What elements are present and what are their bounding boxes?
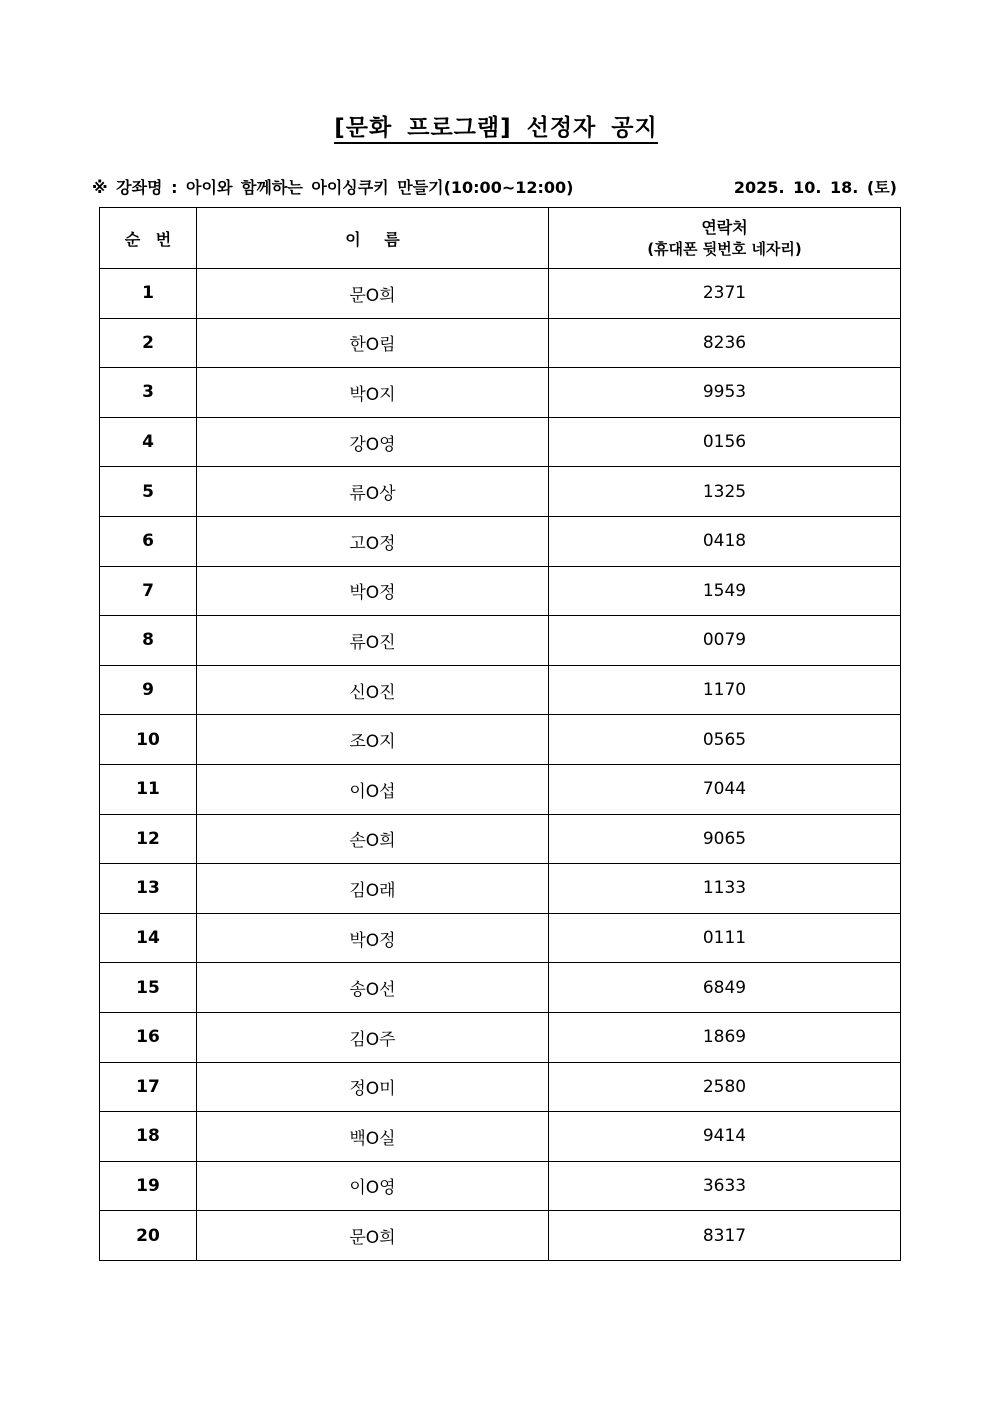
selected-participants-table bbox=[99, 207, 901, 1261]
row-name: 정O미 bbox=[197, 1062, 549, 1112]
row-seq: 17 bbox=[100, 1062, 197, 1112]
row-seq: 14 bbox=[100, 913, 197, 963]
row-seq: 7 bbox=[100, 566, 197, 616]
row-name: 류O진 bbox=[197, 616, 549, 666]
row-seq: 19 bbox=[100, 1161, 197, 1211]
table-row bbox=[100, 616, 901, 666]
table-row bbox=[100, 566, 901, 616]
row-name: 강O영 bbox=[197, 417, 549, 467]
row-seq: 8 bbox=[100, 616, 197, 666]
row-contact: 0111 bbox=[549, 913, 901, 963]
row-contact: 7044 bbox=[549, 764, 901, 814]
table-row bbox=[100, 1161, 901, 1211]
row-contact: 9065 bbox=[549, 814, 901, 864]
table-row bbox=[100, 417, 901, 467]
row-seq: 16 bbox=[100, 1012, 197, 1062]
row-contact: 1325 bbox=[549, 467, 901, 517]
row-contact: 1170 bbox=[549, 665, 901, 715]
row-seq: 20 bbox=[100, 1211, 197, 1261]
row-name: 류O상 bbox=[197, 467, 549, 517]
table-row bbox=[100, 963, 901, 1013]
row-contact: 0079 bbox=[549, 616, 901, 666]
row-name: 백O실 bbox=[197, 1112, 549, 1162]
course-name: ※ 강좌명 : 아이와 함께하는 아이싱쿠키 만들기(10:00~12:00) bbox=[92, 178, 574, 197]
table-row bbox=[100, 764, 901, 814]
table-row bbox=[100, 368, 901, 418]
row-name: 박O지 bbox=[197, 368, 549, 418]
table-row bbox=[100, 665, 901, 715]
header-seq: 순 번 bbox=[100, 208, 197, 269]
row-contact: 0156 bbox=[549, 417, 901, 467]
table-row bbox=[100, 1211, 901, 1261]
row-contact: 8236 bbox=[549, 318, 901, 368]
row-contact: 2580 bbox=[549, 1062, 901, 1112]
row-name: 조O지 bbox=[197, 715, 549, 765]
row-contact: 6849 bbox=[549, 963, 901, 1013]
row-contact: 2371 bbox=[549, 269, 901, 319]
row-name: 문O희 bbox=[197, 269, 549, 319]
event-date: 2025. 10. 18. (토) bbox=[733, 178, 897, 197]
row-contact: 0565 bbox=[549, 715, 901, 765]
table-body bbox=[100, 269, 901, 1261]
row-seq: 5 bbox=[100, 467, 197, 517]
table-row bbox=[100, 715, 901, 765]
row-contact: 9414 bbox=[549, 1112, 901, 1162]
table-row bbox=[100, 1012, 901, 1062]
row-seq: 13 bbox=[100, 864, 197, 914]
subheader bbox=[92, 176, 900, 200]
row-seq: 3 bbox=[100, 368, 197, 418]
header-name: 이 름 bbox=[197, 208, 549, 269]
row-name: 이O영 bbox=[197, 1161, 549, 1211]
row-seq: 1 bbox=[100, 269, 197, 319]
row-seq: 18 bbox=[100, 1112, 197, 1162]
row-seq: 10 bbox=[100, 715, 197, 765]
page-title-text: [문화 프로그램] 선정자 공지 bbox=[334, 115, 657, 144]
row-contact: 3633 bbox=[549, 1161, 901, 1211]
row-contact: 1549 bbox=[549, 566, 901, 616]
table-row bbox=[100, 864, 901, 914]
row-name: 고O정 bbox=[197, 516, 549, 566]
row-seq: 2 bbox=[100, 318, 197, 368]
table-row bbox=[100, 516, 901, 566]
row-name: 이O섭 bbox=[197, 764, 549, 814]
row-contact: 0418 bbox=[549, 516, 901, 566]
row-name: 송O선 bbox=[197, 963, 549, 1013]
row-seq: 12 bbox=[100, 814, 197, 864]
row-name: 김O래 bbox=[197, 864, 549, 914]
header-contact-sublabel: (휴대폰 뒷번호 네자리) bbox=[647, 240, 802, 258]
row-seq: 4 bbox=[100, 417, 197, 467]
row-contact: 1133 bbox=[549, 864, 901, 914]
row-name: 손O희 bbox=[197, 814, 549, 864]
row-seq: 11 bbox=[100, 764, 197, 814]
row-seq: 15 bbox=[100, 963, 197, 1013]
row-name: 문O희 bbox=[197, 1211, 549, 1261]
row-name: 신O진 bbox=[197, 665, 549, 715]
table-row bbox=[100, 318, 901, 368]
row-name: 한O림 bbox=[197, 318, 549, 368]
table-row bbox=[100, 1112, 901, 1162]
row-seq: 6 bbox=[100, 516, 197, 566]
table-header-row bbox=[100, 208, 901, 269]
row-seq: 9 bbox=[100, 665, 197, 715]
row-name: 김O주 bbox=[197, 1012, 549, 1062]
row-contact: 8317 bbox=[549, 1211, 901, 1261]
row-contact: 1869 bbox=[549, 1012, 901, 1062]
table-row bbox=[100, 814, 901, 864]
row-contact: 9953 bbox=[549, 368, 901, 418]
header-contact-label: 연락처 bbox=[701, 218, 748, 237]
table-row bbox=[100, 913, 901, 963]
header-contact bbox=[549, 208, 901, 269]
table-row bbox=[100, 269, 901, 319]
table-row bbox=[100, 1062, 901, 1112]
table-row bbox=[100, 467, 901, 517]
row-name: 박O정 bbox=[197, 566, 549, 616]
page-title bbox=[0, 112, 992, 144]
row-name: 박O정 bbox=[197, 913, 549, 963]
